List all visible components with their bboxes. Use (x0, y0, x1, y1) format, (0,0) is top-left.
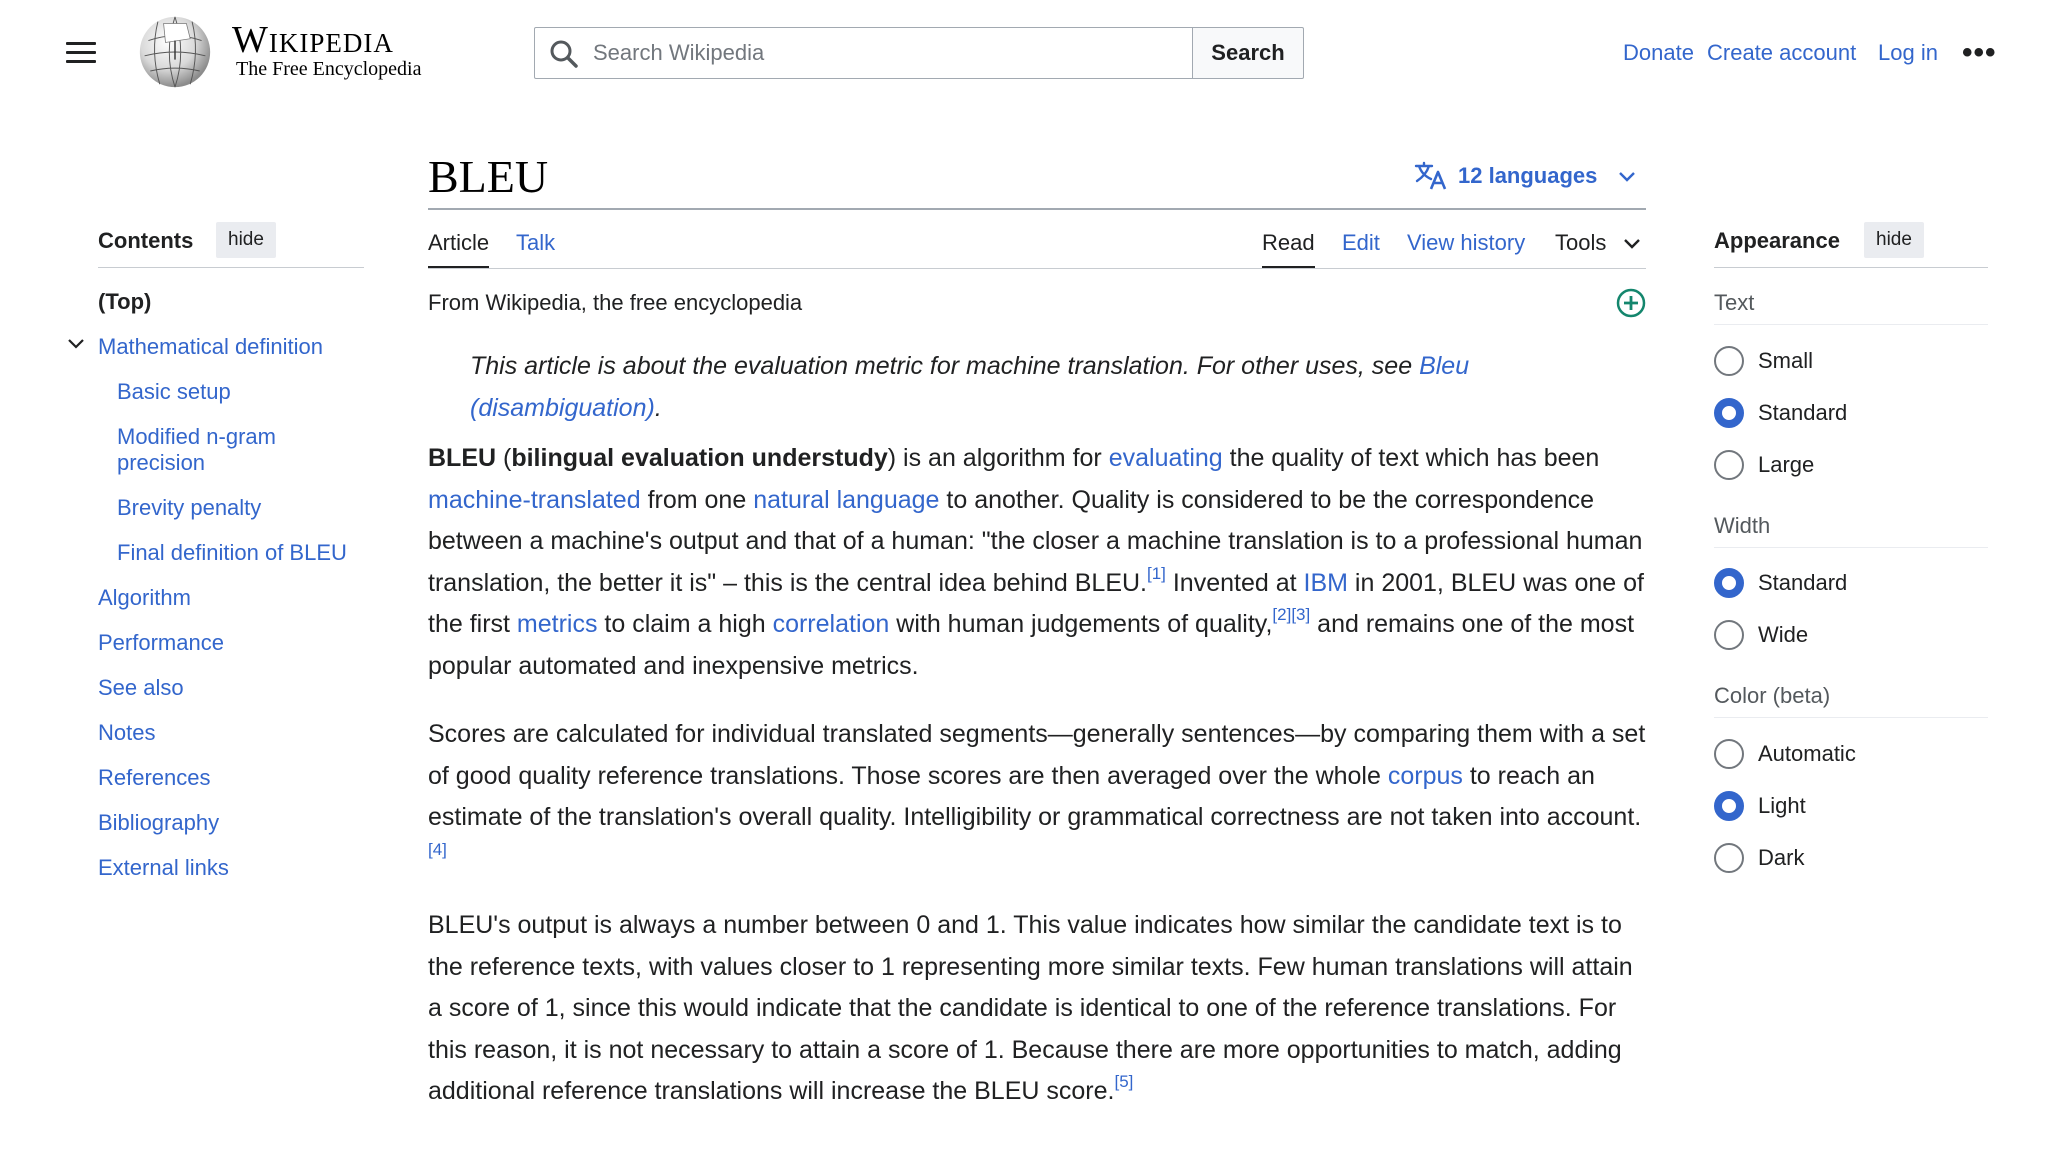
wikipedia-tagline: The Free Encyclopedia (236, 58, 422, 80)
text-size-group-label: Text (1714, 290, 1755, 315)
log-in-link[interactable]: Log in (1878, 40, 1938, 65)
link-correlation[interactable]: correlation (772, 610, 890, 638)
hamburger-icon (66, 42, 96, 45)
color-dark-option[interactable]: Dark (1714, 843, 1804, 873)
search-input[interactable] (593, 28, 1183, 78)
toc-hide-button[interactable]: hide (216, 222, 276, 258)
ref-1[interactable]: [1] (1147, 563, 1166, 583)
ref-4[interactable]: [4] (428, 839, 447, 859)
radio-button-selected[interactable] (1714, 791, 1744, 821)
chevron-down-icon (1622, 236, 1642, 250)
add-icon[interactable] (1616, 288, 1646, 318)
toc-item-top[interactable]: (Top) (98, 289, 152, 314)
radio-button-selected[interactable] (1714, 568, 1744, 598)
wikipedia-wordmark[interactable]: Wikipedia (232, 19, 394, 61)
toc-item-performance[interactable]: Performance (98, 630, 224, 655)
page-title: BLEU (428, 151, 549, 202)
tab-edit[interactable]: Edit (1342, 230, 1380, 255)
radio-button-selected[interactable] (1714, 398, 1744, 428)
toc-item-notes[interactable]: Notes (98, 720, 156, 745)
search-icon (549, 39, 579, 69)
site-subtitle: From Wikipedia, the free encyclopedia (428, 290, 803, 315)
toc-item-references[interactable]: References (98, 765, 211, 790)
search-button[interactable]: Search (1192, 27, 1304, 79)
radio-button[interactable] (1714, 739, 1744, 769)
tab-read[interactable]: Read (1262, 230, 1315, 269)
tab-talk[interactable]: Talk (516, 230, 556, 255)
link-ibm[interactable]: IBM (1303, 568, 1348, 597)
width-standard-option[interactable]: Standard (1714, 568, 1847, 598)
toc-item-see-also[interactable]: See also (98, 675, 184, 700)
text-size-standard-option[interactable]: Standard (1714, 398, 1847, 428)
hatnote: This article is about the evaluation metric for machine translation. For other uses, see Bleu (disambiguation). (470, 352, 1470, 422)
toc-title: Contents (98, 228, 194, 253)
tabs-divider (428, 268, 1646, 269)
translate-icon (1414, 161, 1448, 191)
chevron-down-icon[interactable] (66, 336, 86, 352)
search-box (534, 27, 1193, 79)
ref-5[interactable]: [5] (1114, 1072, 1134, 1091)
tools-menu-label: Tools (1555, 230, 1607, 255)
toc-item-mathematical-definition[interactable]: Mathematical definition (98, 334, 324, 359)
chevron-down-icon (1617, 169, 1637, 183)
language-button-label: 12 languages (1458, 163, 1598, 188)
toc-item-basic-setup[interactable]: Basic setup (117, 379, 231, 404)
radio-button[interactable] (1714, 843, 1744, 873)
link-evaluating[interactable]: evaluating (1108, 444, 1223, 472)
ref-2[interactable]: [2] (1272, 605, 1292, 624)
toc-item-external-links[interactable]: External links (98, 855, 229, 880)
donate-link[interactable]: Donate (1623, 40, 1694, 65)
link-natural-language[interactable]: natural language (753, 485, 940, 514)
bold-term-expansion: bilingual evaluation understudy (511, 444, 888, 472)
appearance-title: Appearance (1714, 228, 1840, 253)
main-menu-button[interactable] (66, 38, 98, 70)
tab-view-history[interactable]: View history (1407, 230, 1526, 255)
toc-item-modified-ngram-precision[interactable]: Modified n-gram precision (117, 424, 276, 475)
radio-button[interactable] (1714, 346, 1744, 376)
appearance-hide-button[interactable]: hide (1864, 222, 1924, 258)
tools-menu[interactable] (1555, 230, 1642, 266)
radio-button[interactable] (1714, 450, 1744, 480)
color-light-option[interactable]: Light (1714, 791, 1806, 821)
language-button[interactable] (1414, 161, 1637, 191)
text-size-small-option[interactable]: Small (1714, 346, 1813, 376)
article-paragraph-2: Scores are calculated for individual translated segments—generally sentences—by comparing them with a set of good quality reference translations. Those scores are then averaged over the whole corpus to reach an estimate of the translation's overall quality. Intelligibility or grammatical correctness are not taken into account.[4] (428, 720, 1646, 859)
link-corpus[interactable]: corpus (1387, 761, 1463, 790)
radio-button[interactable] (1714, 620, 1744, 650)
ellipsis-icon[interactable]: ••• (1962, 36, 1997, 69)
article-paragraph-3: BLEU's output is always a number between 0 and 1. This value indicates how similar the candidate text is to the reference texts, with values closer to 1 representing more similar texts. Few human translations will attain a score of 1, since this would indicate that the candidate is identical to one of the reference translations. For this reason, it is not necessary to attain a score of 1. Because there are more opportunities to match, adding additional reference translations will increase the BLEU score.[5] (428, 911, 1633, 1105)
toc-divider (98, 267, 364, 268)
bold-term-bleu: BLEU (428, 444, 497, 472)
text-size-large-option[interactable]: Large (1714, 450, 1814, 480)
article-paragraph-1: BLEU (bilingual evaluation understudy) is an algorithm for evaluating the quality of text which has been machine-translated from one natural language to another. Quality is considered to be the correspondence between a machine's output and that of a human: "the closer a machine translation is to a professional human translation, the better it is" – this is the central idea behind BLEU.[1] Invented at IBM in 2001, BLEU was one of the first metrics to claim a high correlation with human judgements of quality,[2][3] and remains one of the most popular automated and inexpensive metrics. (428, 444, 1644, 680)
width-group-label: Width (1714, 513, 1771, 538)
ref-3[interactable]: [3] (1291, 605, 1311, 624)
title-divider (428, 208, 1646, 210)
toc-item-final-definition[interactable]: Final definition of BLEU (117, 540, 347, 565)
link-machine-translated[interactable]: machine-translated (428, 485, 641, 514)
color-group-label: Color (beta) (1714, 683, 1831, 708)
width-wide-option[interactable]: Wide (1714, 620, 1808, 650)
toc-item-bibliography[interactable]: Bibliography (98, 810, 220, 835)
toc-item-brevity-penalty[interactable]: Brevity penalty (117, 495, 262, 520)
wikipedia-globe-logo[interactable] (134, 14, 216, 90)
appearance-divider (1714, 267, 1988, 268)
link-metrics[interactable]: metrics (516, 610, 598, 638)
color-automatic-option[interactable]: Automatic (1714, 739, 1856, 769)
toc-item-algorithm[interactable]: Algorithm (98, 585, 191, 610)
hatnote-text: This article is about the evaluation metric for machine translation. For other uses, see (470, 352, 1420, 380)
bleu-disambiguation-link[interactable]: Bleu (disambiguation) (470, 352, 1470, 422)
tab-article[interactable]: Article (428, 230, 489, 269)
create-account-link[interactable]: Create account (1707, 40, 1857, 65)
